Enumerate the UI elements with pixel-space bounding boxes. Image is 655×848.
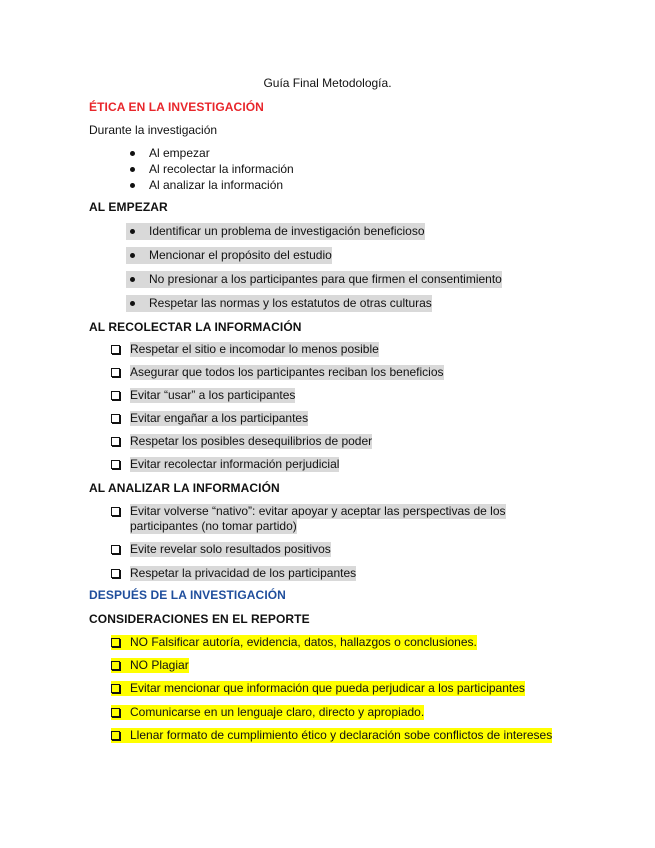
list-item: Al empezar: [130, 146, 210, 161]
checkbox-icon: [111, 661, 120, 670]
checkbox-icon: [111, 345, 120, 354]
list-item: Respetar los posibles desequilibrios de poder: [111, 434, 372, 449]
checkbox-icon: [111, 569, 120, 578]
checkbox-icon: [111, 368, 120, 377]
bullet-icon: [130, 183, 135, 188]
checkbox-icon: [111, 414, 120, 423]
list-item: Respetar la privacidad de los participantes: [111, 566, 356, 581]
checkbox-icon: [111, 708, 120, 717]
checkbox-icon: [111, 731, 120, 740]
list-item: Evitar mencionar que información que pueda perjudicar a los participantes: [111, 681, 525, 696]
checkbox-icon: [111, 638, 120, 647]
bullet-icon: [130, 167, 135, 172]
list-item: Comunicarse en un lenguaje claro, directo y apropiado.: [111, 705, 424, 720]
checkbox-icon: [111, 684, 120, 693]
list-item: Mencionar el propósito del estudio: [126, 247, 332, 264]
list-item: Al analizar la información: [130, 178, 283, 193]
list-item: Evitar engañar a los participantes: [111, 411, 308, 426]
list-item: Asegurar que todos los participantes reciban los beneficios: [111, 365, 444, 380]
heading-al-empezar: AL EMPEZAR: [89, 200, 168, 214]
document-title: Guía Final Metodología.: [263, 76, 392, 90]
bullet-icon: [130, 253, 135, 258]
checkbox-icon: [111, 507, 120, 516]
list-item: Respetar el sitio e incomodar lo menos posible: [111, 342, 379, 357]
list-item: Evite revelar solo resultados positivos: [111, 542, 331, 557]
heading-etica: ÉTICA EN LA INVESTIGACIÓN: [89, 100, 264, 114]
list-item: Evitar volverse “nativo”: evitar apoyar y aceptar las perspectivas de los participantes (no tomar partido): [111, 504, 506, 534]
checkbox-icon: [111, 545, 120, 554]
list-item: Evitar “usar” a los participantes: [111, 388, 295, 403]
list-item: No presionar a los participantes para que firmen el consentimiento: [126, 271, 502, 288]
heading-consideraciones: CONSIDERACIONES EN EL REPORTE: [89, 612, 310, 626]
list-item: Identificar un problema de investigación beneficioso: [126, 223, 425, 240]
list-item: Evitar recolectar información perjudicial: [111, 457, 339, 472]
heading-al-recolectar: AL RECOLECTAR LA INFORMACIÓN: [89, 320, 302, 334]
heading-despues: DESPUÉS DE LA INVESTIGACIÓN: [89, 588, 286, 602]
bullet-icon: [130, 229, 135, 234]
checkbox-icon: [111, 437, 120, 446]
bullet-icon: [130, 301, 135, 306]
bullet-icon: [130, 277, 135, 282]
heading-al-analizar: AL ANALIZAR LA INFORMACIÓN: [89, 481, 280, 495]
list-item: Al recolectar la información: [130, 162, 294, 177]
list-item: NO Plagiar: [111, 658, 189, 673]
bullet-icon: [130, 151, 135, 156]
list-item: Respetar las normas y los estatutos de otras culturas: [126, 295, 432, 312]
list-item: Llenar formato de cumplimiento ético y declaración sobe conflictos de intereses: [111, 728, 552, 743]
checkbox-icon: [111, 391, 120, 400]
list-item: NO Falsificar autoría, evidencia, datos, hallazgos o conclusiones.: [111, 635, 477, 650]
checkbox-icon: [111, 460, 120, 469]
intro-text: Durante la investigación: [89, 123, 218, 137]
